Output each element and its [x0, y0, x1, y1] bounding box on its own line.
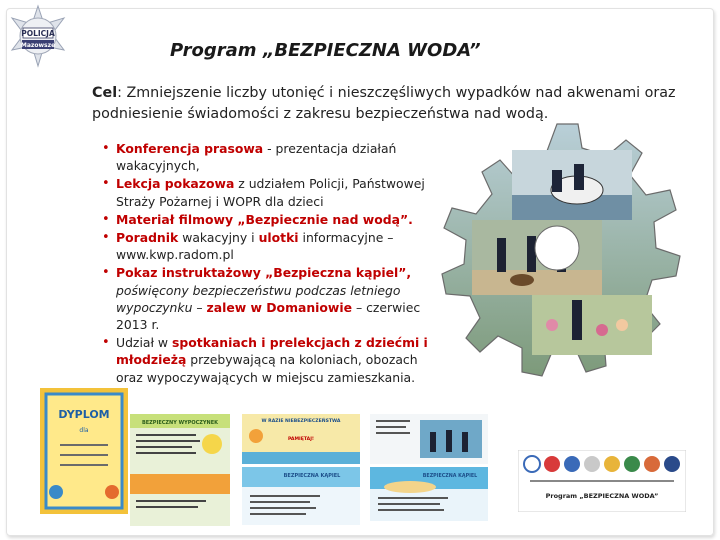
- item-highlight: ulotki: [258, 230, 299, 246]
- banner-title: Program „BEZPIECZNA WODA”: [545, 492, 659, 500]
- goal-label: Cel: [92, 85, 118, 101]
- poster-thumbnail: [130, 414, 230, 526]
- gear-photo-collage: [402, 120, 712, 410]
- item-text: wakacyjny i: [178, 230, 259, 246]
- list-item: [100, 211, 435, 228]
- gear-hub: [535, 226, 579, 270]
- item-text: – czerwiec 2013 r.: [116, 299, 421, 333]
- diploma-thumbnail: [40, 388, 128, 514]
- item-highlight: Konferencja prasowa: [116, 141, 264, 156]
- leaflet-thumbnail: [370, 467, 488, 521]
- logo-line1: POLICJA: [21, 29, 55, 38]
- photo-boat: [512, 150, 632, 220]
- activity-list: [100, 140, 435, 387]
- leaflet-title: BEZPIECZNA KĄPIEL: [283, 473, 341, 479]
- list-item: [100, 264, 435, 333]
- leaflet-thumbnail: [242, 414, 360, 464]
- leaflet-title: W RAZIE NIEBEZPIECZEŃSTWA: [261, 419, 341, 424]
- item-text: z udziałem Policji, Państwowej Straży Pożarnej i WOPR dla dzieci: [116, 176, 425, 209]
- item-text: przebywającą na koloniach, obozach oraz wypoczywających w miejscu zamieszkania.: [116, 352, 418, 385]
- leaflet-subtitle: PAMIĘTAJ!: [287, 437, 315, 442]
- slide-title: Program „BEZPIECZNA WODA”: [170, 40, 481, 61]
- item-highlight: Materiał filmowy „Bezpiecznie nad wodą”.: [116, 211, 413, 227]
- list-item: [100, 229, 435, 263]
- police-star-badge-icon: [6, 4, 70, 68]
- goal-text: : Zmniejszenie liczby utonięć i nieszczęśliwych wypadków nad akwenami oraz podniesienie świadomości z zakresu bezpieczeństwa nad wodą.: [92, 85, 676, 122]
- item-highlight: Lekcja pokazowa: [116, 176, 235, 192]
- item-highlight: spotkaniach i prelekcjach z dziećmi i młodzieżą: [116, 335, 428, 368]
- goal-paragraph: [92, 83, 692, 125]
- item-text: - prezentacja działań wakacyjnych,: [116, 141, 397, 174]
- list-item: [100, 175, 435, 209]
- list-item: [100, 334, 435, 386]
- leaflet-thumbnail: [370, 414, 488, 464]
- item-highlight: Poradnik: [116, 230, 179, 246]
- item-text: Udział w: [116, 335, 173, 351]
- diploma-sub: dla: [79, 427, 89, 434]
- item-text: poświęcony bezpieczeństwu podczas letniego wypoczynku –: [116, 282, 401, 315]
- leaflet-title: BEZPIECZNA KĄPIEL: [422, 474, 478, 479]
- diploma-title: DYPLOM: [58, 408, 110, 421]
- item-text: informacyjne – www.kwp.radom.pl: [116, 230, 394, 263]
- list-item: [100, 140, 435, 174]
- leaflet-thumbnail: [242, 467, 360, 525]
- item-highlight: zalew w Domaniowie: [206, 299, 353, 315]
- program-banner-thumbnail: [518, 450, 686, 512]
- item-highlight: Pokaz instruktażowy „Bezpieczna kąpiel”,: [116, 265, 412, 281]
- logo-line2: Mazowsze: [20, 42, 56, 49]
- poster-title: BEZPIECZNY WYPOCZYNEK: [141, 420, 219, 426]
- photo-children: [532, 295, 652, 355]
